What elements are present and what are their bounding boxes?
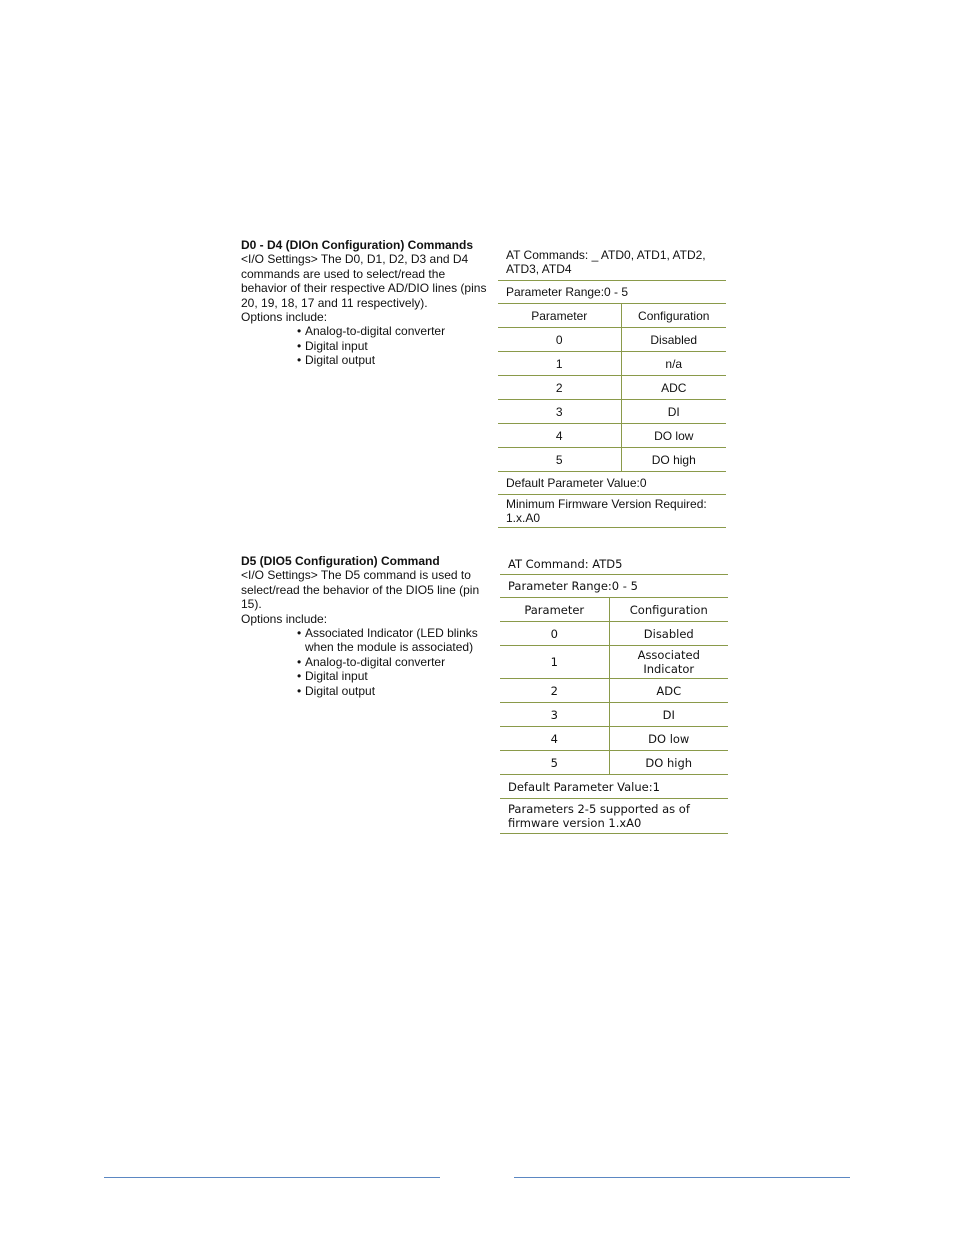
options-label: Options include: [241, 310, 328, 325]
at-command-cell: AT Command: ATD5 [500, 554, 728, 575]
default-value-cell: Default Parameter Value:0 [498, 472, 726, 495]
section-title: D5 (DIO5 Configuration) Command [241, 554, 440, 568]
table-cell-parameter: 5 [498, 448, 621, 472]
option-item: • Digital input [297, 339, 491, 353]
table-cell-configuration: DO low [609, 727, 728, 751]
option-item: • Digital output [297, 684, 491, 698]
parameter-range-cell: Parameter Range:0 - 5 [500, 575, 728, 598]
table-cell-configuration: Disabled [609, 622, 728, 646]
table-cell-parameter: 1 [500, 646, 609, 679]
table-cell-configuration: DO high [609, 751, 728, 775]
section-body: <I/O Settings> The D5 command is used to select/read the behavior of the DIO5 line (pin 15). [241, 568, 480, 612]
section-title: D0 - D4 (DIOn Configuration) Commands [241, 238, 473, 252]
option-item: • Digital output [297, 353, 491, 367]
table-cell-configuration: ADC [621, 376, 726, 400]
table-cell-configuration: DI [609, 703, 728, 727]
header-parameter: Parameter [498, 304, 621, 328]
table-cell-parameter: 3 [498, 400, 621, 424]
table-cell-parameter: 1 [498, 352, 621, 376]
parameter-table [498, 244, 726, 528]
footer-divider-left [104, 1177, 440, 1178]
table-cell-parameter: 4 [498, 424, 621, 448]
section-body: <I/O Settings> The D0, D1, D2, D3 and D4 commands are used to select/read the behavior of their respective AD/DIO lines (pins 20, 19, 18, 17 and 11 respectively). [241, 252, 487, 310]
option-item: • Analog-to-digital converter [297, 324, 491, 338]
table-cell-configuration: DO high [621, 448, 726, 472]
table-cell-configuration: Disabled [621, 328, 726, 352]
note-cell: Parameters 2-5 supported as of firmware version 1.xA0 [500, 799, 728, 834]
table-cell-parameter: 5 [500, 751, 609, 775]
header-configuration: Configuration [621, 304, 726, 328]
table-cell-configuration: n/a [621, 352, 726, 376]
table-cell-configuration: Associated Indicator [609, 646, 728, 679]
parameter-range-cell: Parameter Range:0 - 5 [498, 281, 726, 304]
options-list [241, 324, 491, 367]
table-cell-parameter: 0 [498, 328, 621, 352]
option-item: • Associated Indicator (LED blinks when the module is associated) [297, 626, 491, 655]
section-description [241, 554, 491, 698]
options-list [241, 626, 491, 698]
header-parameter: Parameter [500, 598, 609, 622]
table-cell-configuration: ADC [609, 679, 728, 703]
table-cell-parameter: 2 [498, 376, 621, 400]
option-item: • Digital input [297, 669, 491, 683]
section-description [241, 238, 491, 368]
note-cell: Minimum Firmware Version Required: 1.x.A0 [498, 495, 726, 528]
options-label: Options include: [241, 611, 328, 626]
header-configuration: Configuration [609, 598, 728, 622]
table-cell-parameter: 3 [500, 703, 609, 727]
option-item: • Analog-to-digital converter [297, 655, 491, 669]
table-cell-parameter: 0 [500, 622, 609, 646]
table-cell-parameter: 4 [500, 727, 609, 751]
parameter-table [500, 554, 728, 834]
at-command-cell: AT Commands: _ ATD0, ATD1, ATD2, ATD3, ATD4 [498, 244, 726, 281]
footer-divider-right [514, 1177, 850, 1178]
table-cell-configuration: DO low [621, 424, 726, 448]
table-cell-parameter: 2 [500, 679, 609, 703]
table-cell-configuration: DI [621, 400, 726, 424]
default-value-cell: Default Parameter Value:1 [500, 775, 728, 799]
